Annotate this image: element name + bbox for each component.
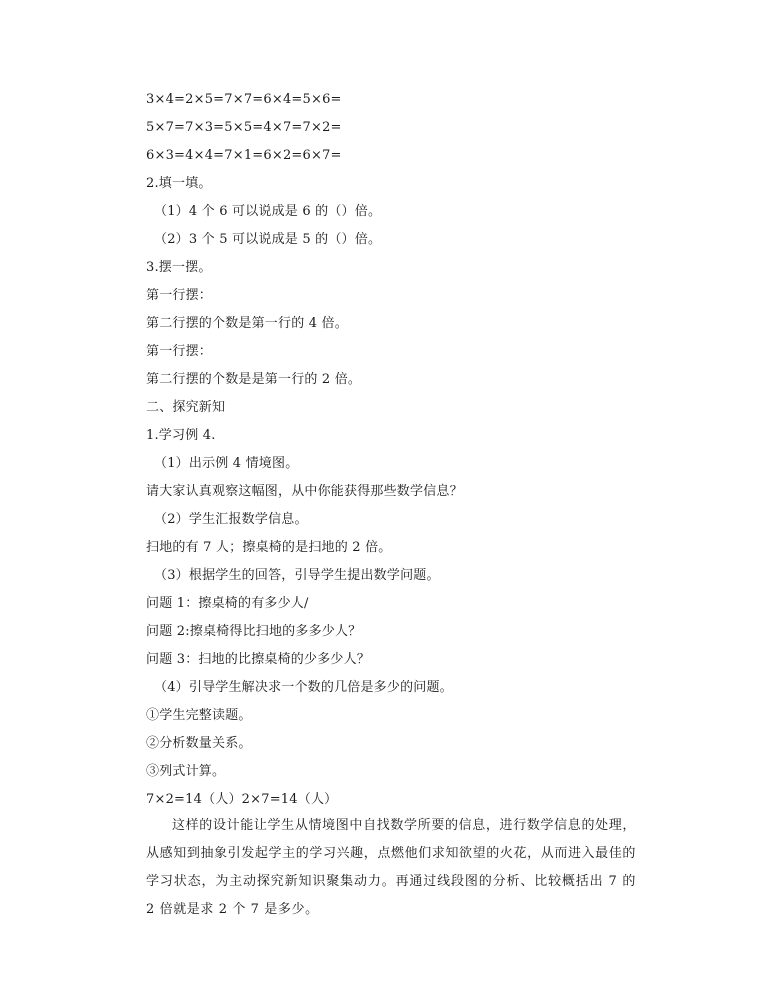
calculation: 7×2=14（人）2×7=14（人） <box>146 792 338 807</box>
question-2: 问题 2:擦桌椅得比扫地的多多少人？ <box>146 624 362 639</box>
question-3: 问题 3：扫地的比擦桌椅的少多少人？ <box>146 652 371 667</box>
arrange-row-label-1: 第一行摆： <box>146 288 213 303</box>
substep-3: ③列式计算。 <box>146 764 226 779</box>
section-heading-arrange: 3.摆一摆。 <box>146 260 212 275</box>
question-1: 问题 1：擦桌椅的有多少人/ <box>146 596 309 611</box>
step-4: （4）引导学生解决求一个数的几倍是多少的问题。 <box>154 680 453 695</box>
section-heading-explore: 二、探究新知 <box>146 400 226 415</box>
example-heading: 1.学习例 4. <box>146 428 216 443</box>
commentary-paragraph: 这样的设计能让学生从情境图中自找数学所要的信息，进行数学信息的处理，从感知到抽象引发起学主的学习兴趣，点燃他们求知欲望的火花，从而进入最佳的学习状态，为主动探究新知识聚集动力。再通过线段图的分析、比较概括出 7 的 2 倍就是求 2 个 7 是多少。 <box>146 818 636 917</box>
step-3: （3）根据学生的回答，引导学生提出数学问题。 <box>154 568 440 583</box>
fill-question-1: （1）4 个 6 可以说成是 6 的（）倍。 <box>154 204 382 219</box>
step-1: （1）出示例 4 情境图。 <box>154 456 299 471</box>
info-text: 扫地的有 7 人；擦桌椅的是扫地的 2 倍。 <box>146 540 392 555</box>
fill-question-2: （2）3 个 5 可以说成是 5 的（）倍。 <box>154 232 382 247</box>
substep-1: ①学生完整读题。 <box>146 708 252 723</box>
section-heading-fill: 2.填一填。 <box>146 176 212 191</box>
multiplication-row-1: 3×4=2×5=7×7=6×4=5×6= <box>146 92 342 107</box>
step-2: （2）学生汇报数学信息。 <box>154 512 308 527</box>
prompt-text: 请大家认真观察这幅图，从中你能获得那些数学信息？ <box>146 484 463 499</box>
arrange-instruction-2: 第二行摆的个数是是第一行的 2 倍。 <box>146 372 362 387</box>
multiplication-row-3: 6×3=4×4=7×1=6×2=6×7= <box>146 148 342 163</box>
arrange-instruction-1: 第二行摆的个数是第一行的 4 倍。 <box>146 316 348 331</box>
arrange-row-label-2: 第一行摆： <box>146 344 213 359</box>
substep-2: ②分析数量关系。 <box>146 736 252 751</box>
multiplication-row-2: 5×7=7×3=5×5=4×7=7×2= <box>146 120 342 135</box>
